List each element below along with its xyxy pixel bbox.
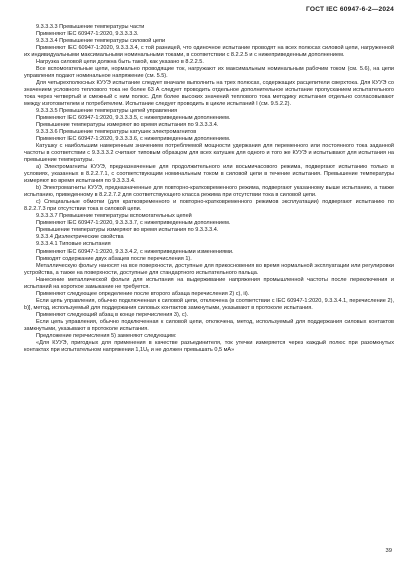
paragraph: Превышение температуры измеряют во время испытания по 9.3.3.3.4. bbox=[36, 227, 219, 234]
heading-9-3-3-3-5: 9.3.3.3.5 Превышение температуры цепей управления bbox=[36, 108, 178, 115]
heading-9-3-3-3-6: 9.3.3.3.6 Превышение температуры катушек электромагнитов bbox=[36, 129, 197, 136]
document-body bbox=[24, 24, 394, 354]
paragraph: Для четырехполюсных КУУЭ испытание следует вначале выполнить на трех полюсах, содержащих расцепители сверхтока. Для КУУЭ со значением условного теплового тока не более 63 А следует проводить отдельное дополнительное испытание пропусканием испытательного тока через четвертый и смежный с ним полюс. Для более высоких значений теплового тока методику испытания отдельно согласовывают между изготовителем и потребителем. Испытание следует проводить в цикле испытаний I (см. 9.5.2.2). bbox=[24, 80, 394, 108]
paragraph: Катушку с наибольшим намеренным значением потребляемой мощности удержания для переменного или постоянного тока заданной частоты в соответствии с 9.3.3.3.2 считают типовым образцом для всех катушек для одного и того же КУУЭ и испытывают для испытания на превышение температуры. bbox=[24, 143, 394, 164]
heading-9-3-3-4-1: 9.3.3.4.1 Типовые испытания bbox=[36, 241, 111, 248]
paragraph: Применяют IEC 60947-1:2020, 9.3.3.3.6, с нижеприведенным дополнением. bbox=[36, 136, 231, 143]
paragraph: Применяют IEC 60947-1:2020, 9.3.3.4.2, с нижеприведенными изменениями. bbox=[36, 248, 234, 255]
quoted-replacement: «Для КУУЭ, пригодных для применения в качестве разъединителя, ток утечки измеряется через каждый полюс при разомкнутых контактах при испытательном напряжении 1,1Uₑ и не должен превышать 0,5 мА» bbox=[24, 339, 394, 353]
paragraph: Металлическую фольгу наносят на все поверхности, доступные для прикосновения во время нормальной эксплуатации или регулировки устройства, а также на поверхности, доступные для стандартного испытательного пальца. bbox=[24, 262, 394, 276]
standard-identifier: ГОСТ IEC 60947-6-2—2024 bbox=[306, 6, 394, 13]
paragraph: Применяют следующее определение после второго абзаца перечисления 2) с), ii). bbox=[36, 290, 250, 297]
paragraph: Применяют IEC 60947-1:2020, 9.3.3.3.3. bbox=[36, 31, 139, 38]
paragraph: Применяют IEC 60947-1:2020, 9.3.3.3.5, с нижеприведенным дополнением. bbox=[36, 115, 231, 122]
paragraph: Все вспомогательные цепи, нормально проводящие ток, нагружают их максимальным номинальным рабочим током (см. 5.6), на цепи управления подают номинальное напряжение (см. 5.5). bbox=[24, 66, 394, 80]
list-item-c: с) Специальные обмотки (для кратковременного и повторно-кратковременного режимов эксплуатации) подвергают испытанию по 8.2.2.7.3 при отсутствии тока в силовой цепи. bbox=[24, 199, 394, 213]
paragraph: Применяют IEC 60947-1:2020, 9.3.3.3.7, с нижеприведенным дополнением. bbox=[36, 220, 231, 227]
paragraph: Превышение температуры измеряют во время испытания по 9.3.3.3.4. bbox=[36, 122, 219, 129]
paragraph: Если цепь управления, обычно подключенная к силовой цепи, отключена (в соответствии с IEC 60947-1:2020, 9.3.3.4.1, перечисление 2), b)], метод, используемый для поддержания силовых контактов замкнутыми, указывают в протоколе испытания. bbox=[24, 297, 394, 311]
heading-9-3-3-4: 9.3.3.4 Диэлектрические свойства bbox=[36, 234, 124, 241]
paragraph: Применяют IEC 60947-1:2020, 9.3.3.3.4, с той разницей, что одиночное испытание проводят на всех полюсах силовой цепи, нагруженной их индивидуальными максимальными номинальными токами, в соответствии с 8.2.2.5 и с нижеприведенным дополнением. bbox=[24, 45, 394, 59]
paragraph: Применяют следующий абзац в конце перечисления 3), с). bbox=[36, 311, 189, 318]
heading-9-3-3-3-7: 9.3.3.3.7 Превышение температуры вспомогательных цепей bbox=[36, 213, 192, 220]
list-item-b: b) Электромагниты КУУЭ, предназначенные для повторно-кратковременного режима, подвергают указанному выше испытанию, а также испытанию, приведенному в 8.2.2.7.2 для соответствующего класса режима при отсутствии тока в силовой цепи. bbox=[24, 185, 394, 199]
page-number: 39 bbox=[385, 548, 392, 554]
heading-9-3-3-3-3: 9.3.3.3.3 Превышение температуры части bbox=[36, 24, 145, 30]
paragraph: Нанесение металлической фольги для испытания на выдерживание напряжения промышленной частоты после переключения и испытаний на короткое замыкание не требуется. bbox=[24, 276, 394, 290]
heading-9-3-3-3-4: 9.3.3.3.4 Превышение температуры силовой цепи bbox=[36, 38, 166, 45]
paragraph: Если цепь управления, обычно подключенная к силовой цепи, отключена, метод, используемый для поддержания силовых контактов замкнутыми, указывают в протоколе испытания. bbox=[24, 318, 394, 332]
list-item-a: а) Электромагниты КУУЭ, предназначенные для продолжительного или восьмичасового режима, подвергают испытанию только в условиях, указанных в 8.2.2.7.1, с соответствующим номинальным током в силовой цепи в течение испытания. Превышение температуры измеряют во время испытания по 9.3.3.3.4. bbox=[24, 164, 394, 185]
paragraph: Приводят содержание двух абзацев после перечисления 1). bbox=[36, 255, 192, 262]
paragraph: Нагрузка силовой цепи должна быть такой, как указано в 8.2.2.5. bbox=[36, 59, 204, 66]
paragraph: Предложение перечисления 5) заменяют следующим: bbox=[36, 332, 177, 339]
